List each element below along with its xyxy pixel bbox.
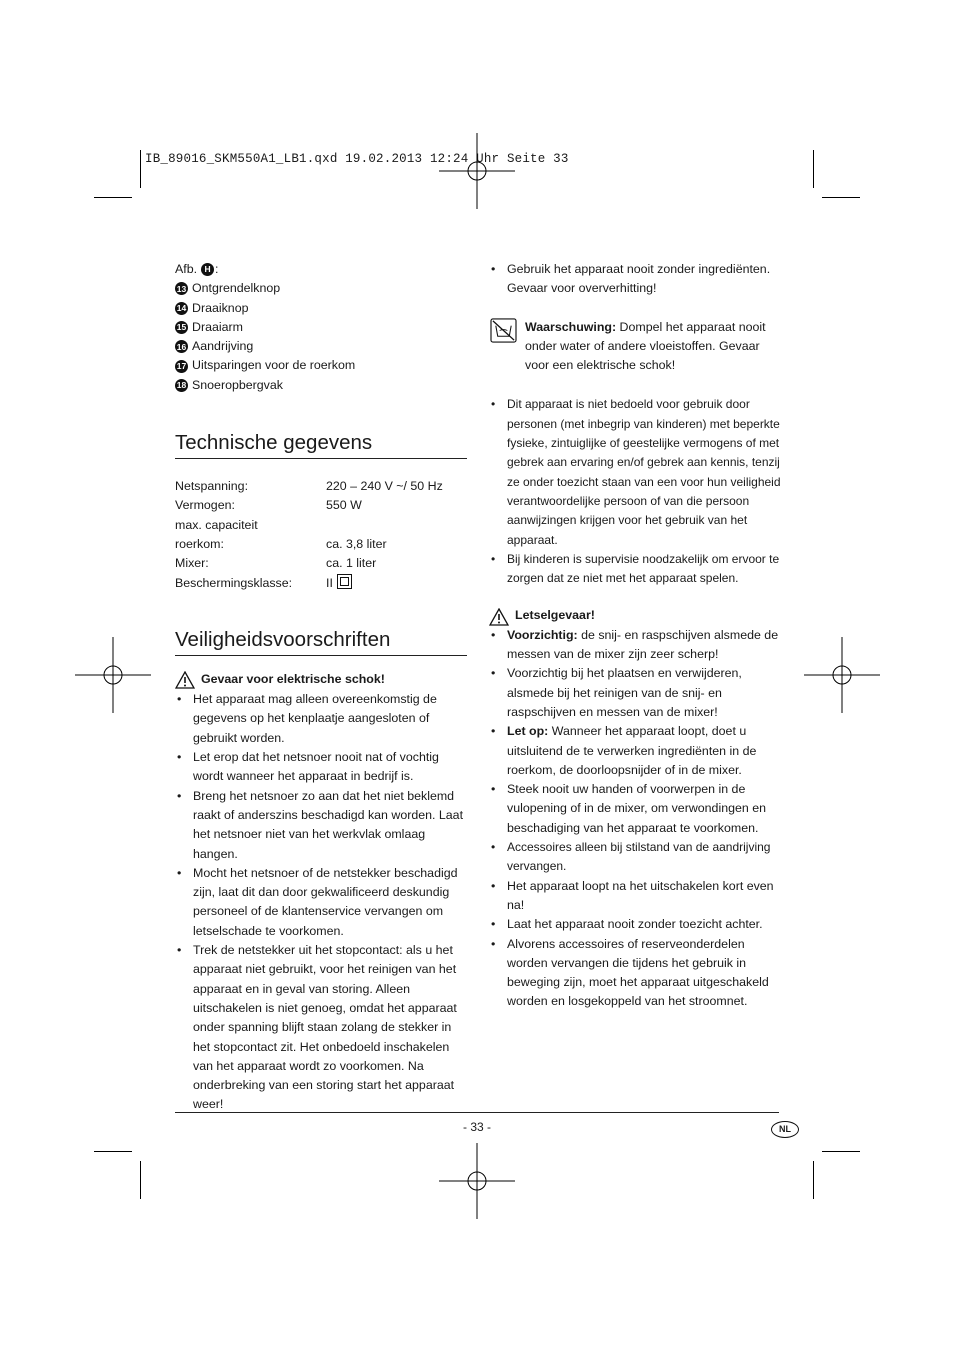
crop-mark [813,150,814,188]
table-row: Netspanning: 220 – 240 V ~/ 50 Hz [175,479,443,494]
water-warning-label: Waarschuwing: [525,319,617,334]
list-item: • Het apparaat loopt na het uitschakelen kort even na! [489,877,781,916]
part-number-badge: 17 [176,360,187,371]
figure-caption: Afb. H : [175,262,219,276]
table-row: Mixer: ca. 1 liter [175,556,377,571]
crop-mark [94,1151,132,1152]
print-slug: IB_89016_SKM550A1_LB1.qxd 19.02.2013 12:24 Uhr Seite 33 [145,152,569,166]
water-warning: Waarschuwing: Dompel het apparaat nooit onder water of andere vloeistoffen. Gevaar voor een elektrische schok! [489,318,781,376]
table-row: Vermogen: 550 W [175,498,362,513]
list-item: • Dit apparaat is niet bedoeld voor gebruik door personen (met inbegrip van kinderen) met beperkte fysieke, zintuiglijke of geestelijke vermogens of met gebrek aan ervaring en/of gebrek aan kennis, tenzij ze onder toezicht staan van een voor hun veiligheid verantwoordelijke persoon of van die persoon aanwijzingen krijgen voor het gebruik van het apparaat. [489,395,781,549]
part-number-badge: 13 [176,283,187,294]
list-item: • Bij kinderen is supervisie noodzakelijk om ervoor te zorgen dat ze niet met het apparaat spelen. [489,550,781,589]
left-column [175,260,467,1115]
section-heading-tech: Technische gegevens [175,430,467,459]
list-item: 18 Snoeropbergvak [176,377,283,392]
general-safety-list [489,395,781,588]
right-column [489,260,781,1012]
list-item: 13 Ontgrendelknop [176,281,281,296]
list-item: • Mocht het netsnoer of de netstekker beschadigd zijn, laat dit dan door gekwalificeerd deskundig personeel of de klantenservice vervangen om letselschade te voorkomen. [175,864,467,941]
crop-mark [822,197,860,198]
crop-mark [94,197,132,198]
table-row: Beschermingsklasse: II [175,574,467,593]
part-number-badge: 16 [176,341,187,352]
list-item: • Gebruik het apparaat nooit zonder ingrediënten. Gevaar voor oververhitting! [489,260,781,299]
footer-rule [175,1112,779,1113]
crop-mark [140,1161,141,1199]
list-item: • Alvorens accessoires of reserveonderdelen worden vervangen die tijdens het gebruik in beweging zijn, moet het apparaat uitgeschakeld worden en losgekoppeld van het stroomnet. [489,935,781,1012]
warning-heading-electric: Gevaar voor elektrische schok! [175,670,467,689]
warning-triangle-icon [489,608,509,626]
no-immersion-icon [490,318,517,343]
crop-mark [140,150,141,188]
list-item: • Let op: Wanneer het apparaat loopt, doet u uitsluitend de te verwerken ingrediënten in de roerkom, de doorloopsnijder of in de mixer. [489,722,781,780]
list-item: • Breng het netsnoer zo aan dat het niet beklemd raakt of anderszins beschadigd kan worden. Laat het netsnoer niet van het werkvlak omlaag hangen. [175,787,467,864]
list-item: • Trek de netstekker uit het stopcontact: als u het apparaat niet gebruikt, voor het reinigen van het apparaat en in geval van storing. Alleen uitschakelen is niet genoeg, omdat het apparaat onder spanning blijft staan zolang de stekker in het stopcontact zit. Het onbedoeld inschakelen van het apparaat wordt zo voorkomen. Na onderbreking van een storing start het apparaat weer! [175,941,467,1115]
injury-hazard-list [489,626,781,1012]
list-item: • Let erop dat het netsnoer nooit nat of vochtig wordt wanneer het apparaat in bedrijf is. [175,748,467,787]
crop-mark [822,1151,860,1152]
part-number-badge: 15 [176,322,187,333]
parts-list [175,279,467,395]
warning-heading-injury: Letselgevaar! [489,606,781,625]
spec-table [175,477,467,593]
figure-letter-badge: H [201,263,214,276]
warning-triangle-icon [175,671,195,689]
part-number-badge: 18 [176,380,187,391]
part-number-badge: 14 [176,302,187,313]
protection-class-ii-icon [337,574,352,589]
registration-mark [804,637,880,713]
list-item: • Steek nooit uw handen of voorwerpen in de vulopening of in de mixer, om verwondingen en beschadiging van het apparaat te voorkomen. [489,780,781,838]
list-item: 17 Uitsparingen voor de roerkom [176,358,356,373]
list-item: 14 Draaiknop [176,300,249,315]
list-item: • Accessoires alleen bij stilstand van de aandrijving vervangen. [489,838,781,877]
crop-mark [813,1161,814,1199]
list-item: 16 Aandrijving [176,339,254,354]
section-heading-safety: Veiligheidsvoorschriften [175,627,467,656]
list-item: • Laat het apparaat nooit zonder toezicht achter. [489,915,781,934]
electric-hazard-list [175,690,467,1115]
language-badge: NL [771,1121,799,1138]
list-item: • Het apparaat mag alleen overeenkomstig de gegevens op het kenplaatje aangesloten of gebruikt worden. [175,690,467,748]
registration-mark [75,637,151,713]
list-item: 15 Draaiarm [176,319,243,334]
registration-mark [439,133,515,209]
list-item: • Voorzichtig bij het plaatsen en verwijderen, alsmede bij het reinigen van de snij- en raspschijven en messen van de mixer! [489,664,781,722]
table-row: roerkom: ca. 3,8 liter [175,536,387,551]
list-item: • Voorzichtig: de snij- en raspschijven alsmede de messen van de mixer zijn zeer scherp! [489,626,781,665]
page-number: - 33 - [462,1120,491,1134]
registration-mark [439,1143,515,1219]
table-row: max. capaciteit [175,517,258,532]
